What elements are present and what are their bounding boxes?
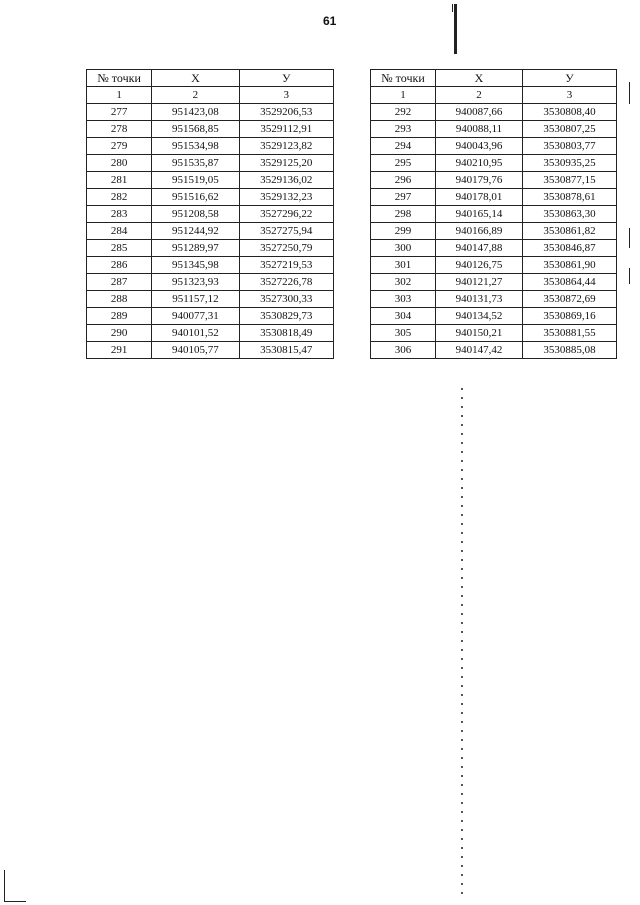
column-index: 3 [523, 87, 617, 104]
cell-point-number: 278 [87, 121, 152, 138]
cell-y-coordinate: 3527250,79 [239, 240, 333, 257]
column-index: 1 [371, 87, 436, 104]
table-row [87, 325, 334, 342]
cell-y-coordinate: 3530935,25 [523, 155, 617, 172]
cell-x-coordinate: 951289,97 [152, 240, 239, 257]
table-row [87, 121, 334, 138]
cell-x-coordinate: 951519,05 [152, 172, 239, 189]
cell-x-coordinate: 940134,52 [436, 308, 523, 325]
cell-y-coordinate: 3527275,94 [239, 223, 333, 240]
cell-x-coordinate: 951516,62 [152, 189, 239, 206]
table-row [371, 121, 617, 138]
cell-y-coordinate: 3530818,49 [239, 325, 333, 342]
scan-binding-dots [461, 388, 463, 898]
table-row [371, 138, 617, 155]
cell-x-coordinate: 940166,89 [436, 223, 523, 240]
table-row [87, 223, 334, 240]
cell-x-coordinate: 940121,27 [436, 274, 523, 291]
cell-x-coordinate: 940131,73 [436, 291, 523, 308]
cell-y-coordinate: 3530881,55 [523, 325, 617, 342]
column-header-point-number: № точки [371, 70, 436, 87]
cell-x-coordinate: 940210,95 [436, 155, 523, 172]
cell-x-coordinate: 940105,77 [152, 342, 239, 359]
table-row [371, 155, 617, 172]
cell-y-coordinate: 3529123,82 [239, 138, 333, 155]
table-row [87, 206, 334, 223]
table-row [371, 240, 617, 257]
cell-point-number: 277 [87, 104, 152, 121]
scan-margin-line [629, 82, 630, 104]
table-row [87, 155, 334, 172]
table-row [87, 257, 334, 274]
column-header-y: У [239, 70, 333, 87]
cell-y-coordinate: 3529112,91 [239, 121, 333, 138]
cell-x-coordinate: 940179,76 [436, 172, 523, 189]
cell-y-coordinate: 3530861,82 [523, 223, 617, 240]
table-row [371, 308, 617, 325]
cell-x-coordinate: 940077,31 [152, 308, 239, 325]
table-row [371, 223, 617, 240]
cell-x-coordinate: 951568,85 [152, 121, 239, 138]
cell-point-number: 289 [87, 308, 152, 325]
scan-corner-line [4, 870, 5, 902]
cell-point-number: 304 [371, 308, 436, 325]
table-row [371, 342, 617, 359]
cell-y-coordinate: 3530846,87 [523, 240, 617, 257]
table-row [371, 172, 617, 189]
column-index: 3 [239, 87, 333, 104]
cell-y-coordinate: 3527226,78 [239, 274, 333, 291]
cell-y-coordinate: 3529136,02 [239, 172, 333, 189]
cell-x-coordinate: 940147,88 [436, 240, 523, 257]
cell-y-coordinate: 3530872,69 [523, 291, 617, 308]
table-row [87, 308, 334, 325]
table-row [371, 325, 617, 342]
cell-y-coordinate: 3529206,53 [239, 104, 333, 121]
cell-y-coordinate: 3530829,73 [239, 308, 333, 325]
cell-point-number: 297 [371, 189, 436, 206]
cell-y-coordinate: 3530869,16 [523, 308, 617, 325]
cell-y-coordinate: 3527300,33 [239, 291, 333, 308]
cell-y-coordinate: 3530808,40 [523, 104, 617, 121]
cell-x-coordinate: 940088,11 [436, 121, 523, 138]
table-header-row [87, 70, 334, 87]
table-index-row [87, 87, 334, 104]
table-index-row [371, 87, 617, 104]
column-header-y: У [523, 70, 617, 87]
scan-margin-line [629, 228, 630, 248]
cell-point-number: 301 [371, 257, 436, 274]
cell-x-coordinate: 940178,01 [436, 189, 523, 206]
cell-x-coordinate: 951208,58 [152, 206, 239, 223]
cell-point-number: 305 [371, 325, 436, 342]
cell-point-number: 300 [371, 240, 436, 257]
column-header-point-number: № точки [87, 70, 152, 87]
table-row [371, 291, 617, 308]
cell-point-number: 295 [371, 155, 436, 172]
cell-x-coordinate: 940101,52 [152, 325, 239, 342]
cell-point-number: 279 [87, 138, 152, 155]
cell-point-number: 284 [87, 223, 152, 240]
cell-y-coordinate: 3527219,53 [239, 257, 333, 274]
cell-point-number: 281 [87, 172, 152, 189]
cell-point-number: 290 [87, 325, 152, 342]
cell-y-coordinate: 3529125,20 [239, 155, 333, 172]
column-header-x: X [436, 70, 523, 87]
cell-point-number: 286 [87, 257, 152, 274]
cell-point-number: 287 [87, 274, 152, 291]
table-row [87, 342, 334, 359]
cell-point-number: 299 [371, 223, 436, 240]
cell-x-coordinate: 951345,98 [152, 257, 239, 274]
scan-margin-line [454, 4, 457, 54]
table-row [371, 274, 617, 291]
cell-y-coordinate: 3527296,22 [239, 206, 333, 223]
cell-point-number: 306 [371, 342, 436, 359]
table-row [87, 138, 334, 155]
cell-point-number: 291 [87, 342, 152, 359]
cell-point-number: 292 [371, 104, 436, 121]
cell-y-coordinate: 3530877,15 [523, 172, 617, 189]
column-index: 2 [436, 87, 523, 104]
table-row [371, 206, 617, 223]
scan-margin-line [452, 4, 453, 12]
cell-x-coordinate: 951423,08 [152, 104, 239, 121]
cell-point-number: 302 [371, 274, 436, 291]
cell-x-coordinate: 940126,75 [436, 257, 523, 274]
cell-y-coordinate: 3530864,44 [523, 274, 617, 291]
table-row [87, 172, 334, 189]
scan-corner-line [4, 901, 26, 902]
coordinates-table-left [86, 69, 334, 359]
table-row [87, 189, 334, 206]
cell-point-number: 283 [87, 206, 152, 223]
table-row [371, 104, 617, 121]
cell-x-coordinate: 951535,87 [152, 155, 239, 172]
table-row [87, 291, 334, 308]
cell-x-coordinate: 951244,92 [152, 223, 239, 240]
cell-x-coordinate: 940043,96 [436, 138, 523, 155]
cell-point-number: 293 [371, 121, 436, 138]
cell-point-number: 296 [371, 172, 436, 189]
cell-x-coordinate: 951157,12 [152, 291, 239, 308]
cell-x-coordinate: 940147,42 [436, 342, 523, 359]
cell-y-coordinate: 3530861,90 [523, 257, 617, 274]
table-row [371, 189, 617, 206]
scan-margin-line [629, 268, 630, 284]
cell-point-number: 294 [371, 138, 436, 155]
cell-x-coordinate: 940150,21 [436, 325, 523, 342]
cell-y-coordinate: 3530803,77 [523, 138, 617, 155]
cell-point-number: 288 [87, 291, 152, 308]
table-header-row [371, 70, 617, 87]
cell-point-number: 285 [87, 240, 152, 257]
table-row [371, 257, 617, 274]
cell-y-coordinate: 3530885,08 [523, 342, 617, 359]
column-index: 2 [152, 87, 239, 104]
cell-x-coordinate: 940087,66 [436, 104, 523, 121]
table-row [87, 104, 334, 121]
column-index: 1 [87, 87, 152, 104]
page-number: 61 [323, 14, 337, 28]
cell-y-coordinate: 3530807,25 [523, 121, 617, 138]
cell-x-coordinate: 951534,98 [152, 138, 239, 155]
column-header-x: X [152, 70, 239, 87]
cell-x-coordinate: 940165,14 [436, 206, 523, 223]
cell-point-number: 303 [371, 291, 436, 308]
cell-y-coordinate: 3530878,61 [523, 189, 617, 206]
cell-y-coordinate: 3530815,47 [239, 342, 333, 359]
cell-point-number: 280 [87, 155, 152, 172]
cell-x-coordinate: 951323,93 [152, 274, 239, 291]
cell-point-number: 298 [371, 206, 436, 223]
cell-y-coordinate: 3529132,23 [239, 189, 333, 206]
cell-y-coordinate: 3530863,30 [523, 206, 617, 223]
coordinates-table-right [370, 69, 617, 359]
table-row [87, 274, 334, 291]
cell-point-number: 282 [87, 189, 152, 206]
table-row [87, 240, 334, 257]
